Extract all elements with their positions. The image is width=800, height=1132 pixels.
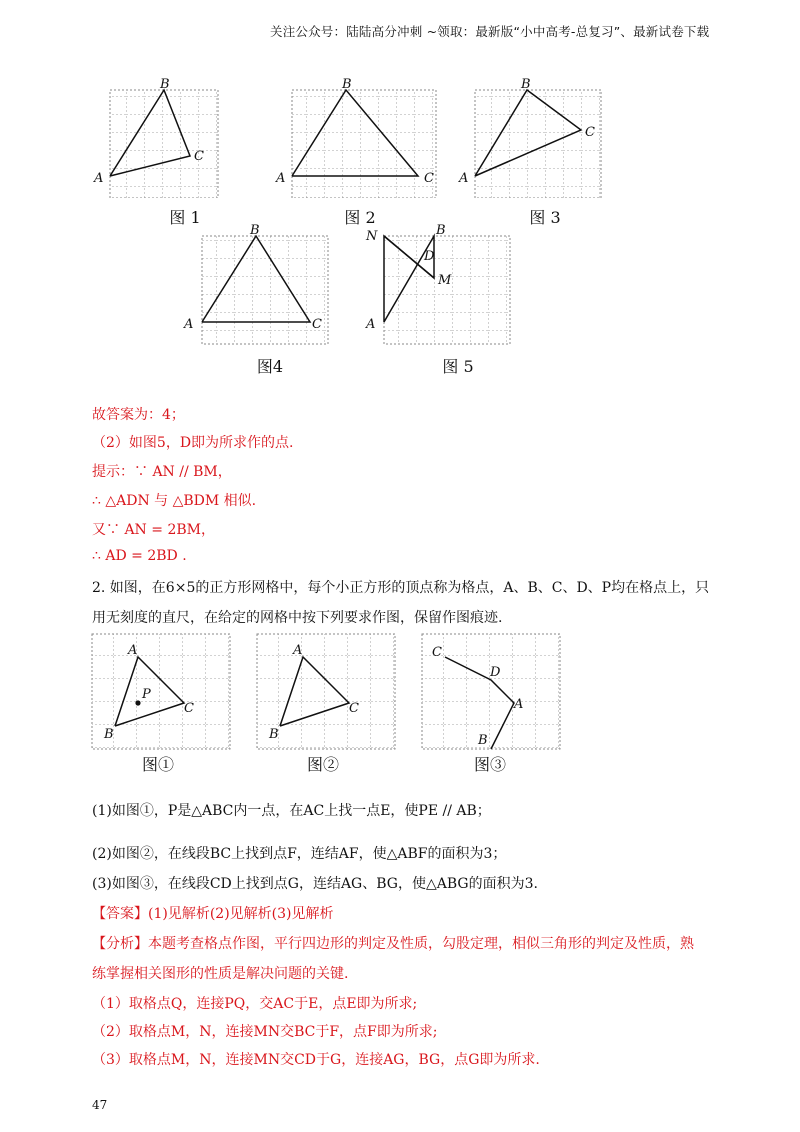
label-A: A <box>128 643 138 658</box>
figure-q2-1 <box>90 632 240 750</box>
label-C: C <box>349 701 359 716</box>
answer-line-5: 又∵ AN = 2BM， <box>92 522 215 538</box>
label-B: B <box>478 733 488 748</box>
label-A: A <box>366 317 376 332</box>
label-C: C <box>424 171 434 186</box>
caption-fig5: 图 5 <box>442 357 474 376</box>
page-number: 47 <box>92 1098 108 1112</box>
label-M: M <box>438 273 452 288</box>
label-B: B <box>436 223 446 238</box>
label-A: A <box>293 643 303 658</box>
label-B: B <box>104 727 114 742</box>
part-2: (2)如图②，在线段BC上找到点F，连结AF，使△ABF的面积为3； <box>92 846 507 862</box>
label-A: A <box>514 697 524 712</box>
answer-line-6: ∴ AD = 2BD . <box>92 548 187 564</box>
label-A: A <box>459 171 469 186</box>
label-C: C <box>194 149 204 164</box>
part-3: (3)如图③，在线段CD上找到点G，连结AG、BG，使△ABG的面积为3. <box>92 876 538 892</box>
question-line-1: 2. 如图，在6×5的正方形网格中，每个小正方形的顶点称为格点，A、B、C、D、P均在格点上，只 <box>92 580 710 596</box>
answer-tag: 【答案】(1)见解析(2)见解析(3)见解析 <box>92 906 334 922</box>
caption-fig1: 图 1 <box>169 208 201 227</box>
figure-2 <box>270 78 450 198</box>
label-B: B <box>269 727 279 742</box>
figure-4 <box>180 222 340 346</box>
page-header: 关注公众号：陆陆高分冲刺 ~领取：最新版“小中高考-总复习”、最新试卷下载 <box>270 24 710 39</box>
analysis-line-1: 【分析】本题考查格点作图，平行四边形的判定及性质，勾股定理，相似三角形的判定及性质，熟 <box>92 936 694 952</box>
label-C: C <box>312 317 322 332</box>
question-line-2: 用无刻度的直尺，在给定的网格中按下列要求作图，保留作图痕迹. <box>92 610 503 626</box>
caption-fig4: 图4 <box>256 357 284 376</box>
caption-q2-fig2: 图② <box>306 755 339 774</box>
label-N: N <box>366 229 378 244</box>
label-C: C <box>585 125 595 140</box>
answer-line-2: （2）如图5，D即为所求作的点. <box>92 435 294 451</box>
label-P: P <box>142 687 151 702</box>
figure-3 <box>455 78 605 198</box>
label-B: B <box>160 78 170 92</box>
answer-line-1: 故答案为：4； <box>92 407 185 423</box>
step-1: （1）取格点Q，连接PQ，交AC于E，点E即为所求; <box>92 996 418 1012</box>
label-C: C <box>432 645 442 660</box>
figure-1 <box>90 78 220 198</box>
label-B: B <box>521 78 531 92</box>
figure-q2-3 <box>420 632 570 750</box>
step-2: （2）取格点M，N，连接MN交BC于F，点F即为所求; <box>92 1024 438 1040</box>
label-B: B <box>250 223 260 238</box>
answer-line-4: ∴ △ADN 与 △BDM 相似. <box>92 493 257 509</box>
caption-q2-fig1: 图① <box>141 755 174 774</box>
step-3: （3）取格点M，N，连接MN交CD于G，连接AG，BG，点G即为所求. <box>92 1052 540 1068</box>
caption-fig3: 图 3 <box>529 208 561 227</box>
part-1: (1)如图①，P是△ABC内一点，在AC上找一点E，使PE // AB； <box>92 803 491 819</box>
label-D: D <box>490 665 501 680</box>
label-B: B <box>342 78 352 92</box>
label-A: A <box>94 171 104 186</box>
figure-q2-2 <box>255 632 405 750</box>
label-A: A <box>276 171 286 186</box>
label-A: A <box>184 317 194 332</box>
figure-5 <box>362 222 522 346</box>
caption-fig2: 图 2 <box>344 208 376 227</box>
answer-line-3: 提示：∵ AN // BM， <box>92 464 232 480</box>
analysis-line-2: 练掌握相关图形的性质是解决问题的关键. <box>92 966 349 982</box>
label-D: D <box>424 249 435 264</box>
label-C: C <box>184 701 194 716</box>
caption-q2-fig3: 图③ <box>473 755 506 774</box>
